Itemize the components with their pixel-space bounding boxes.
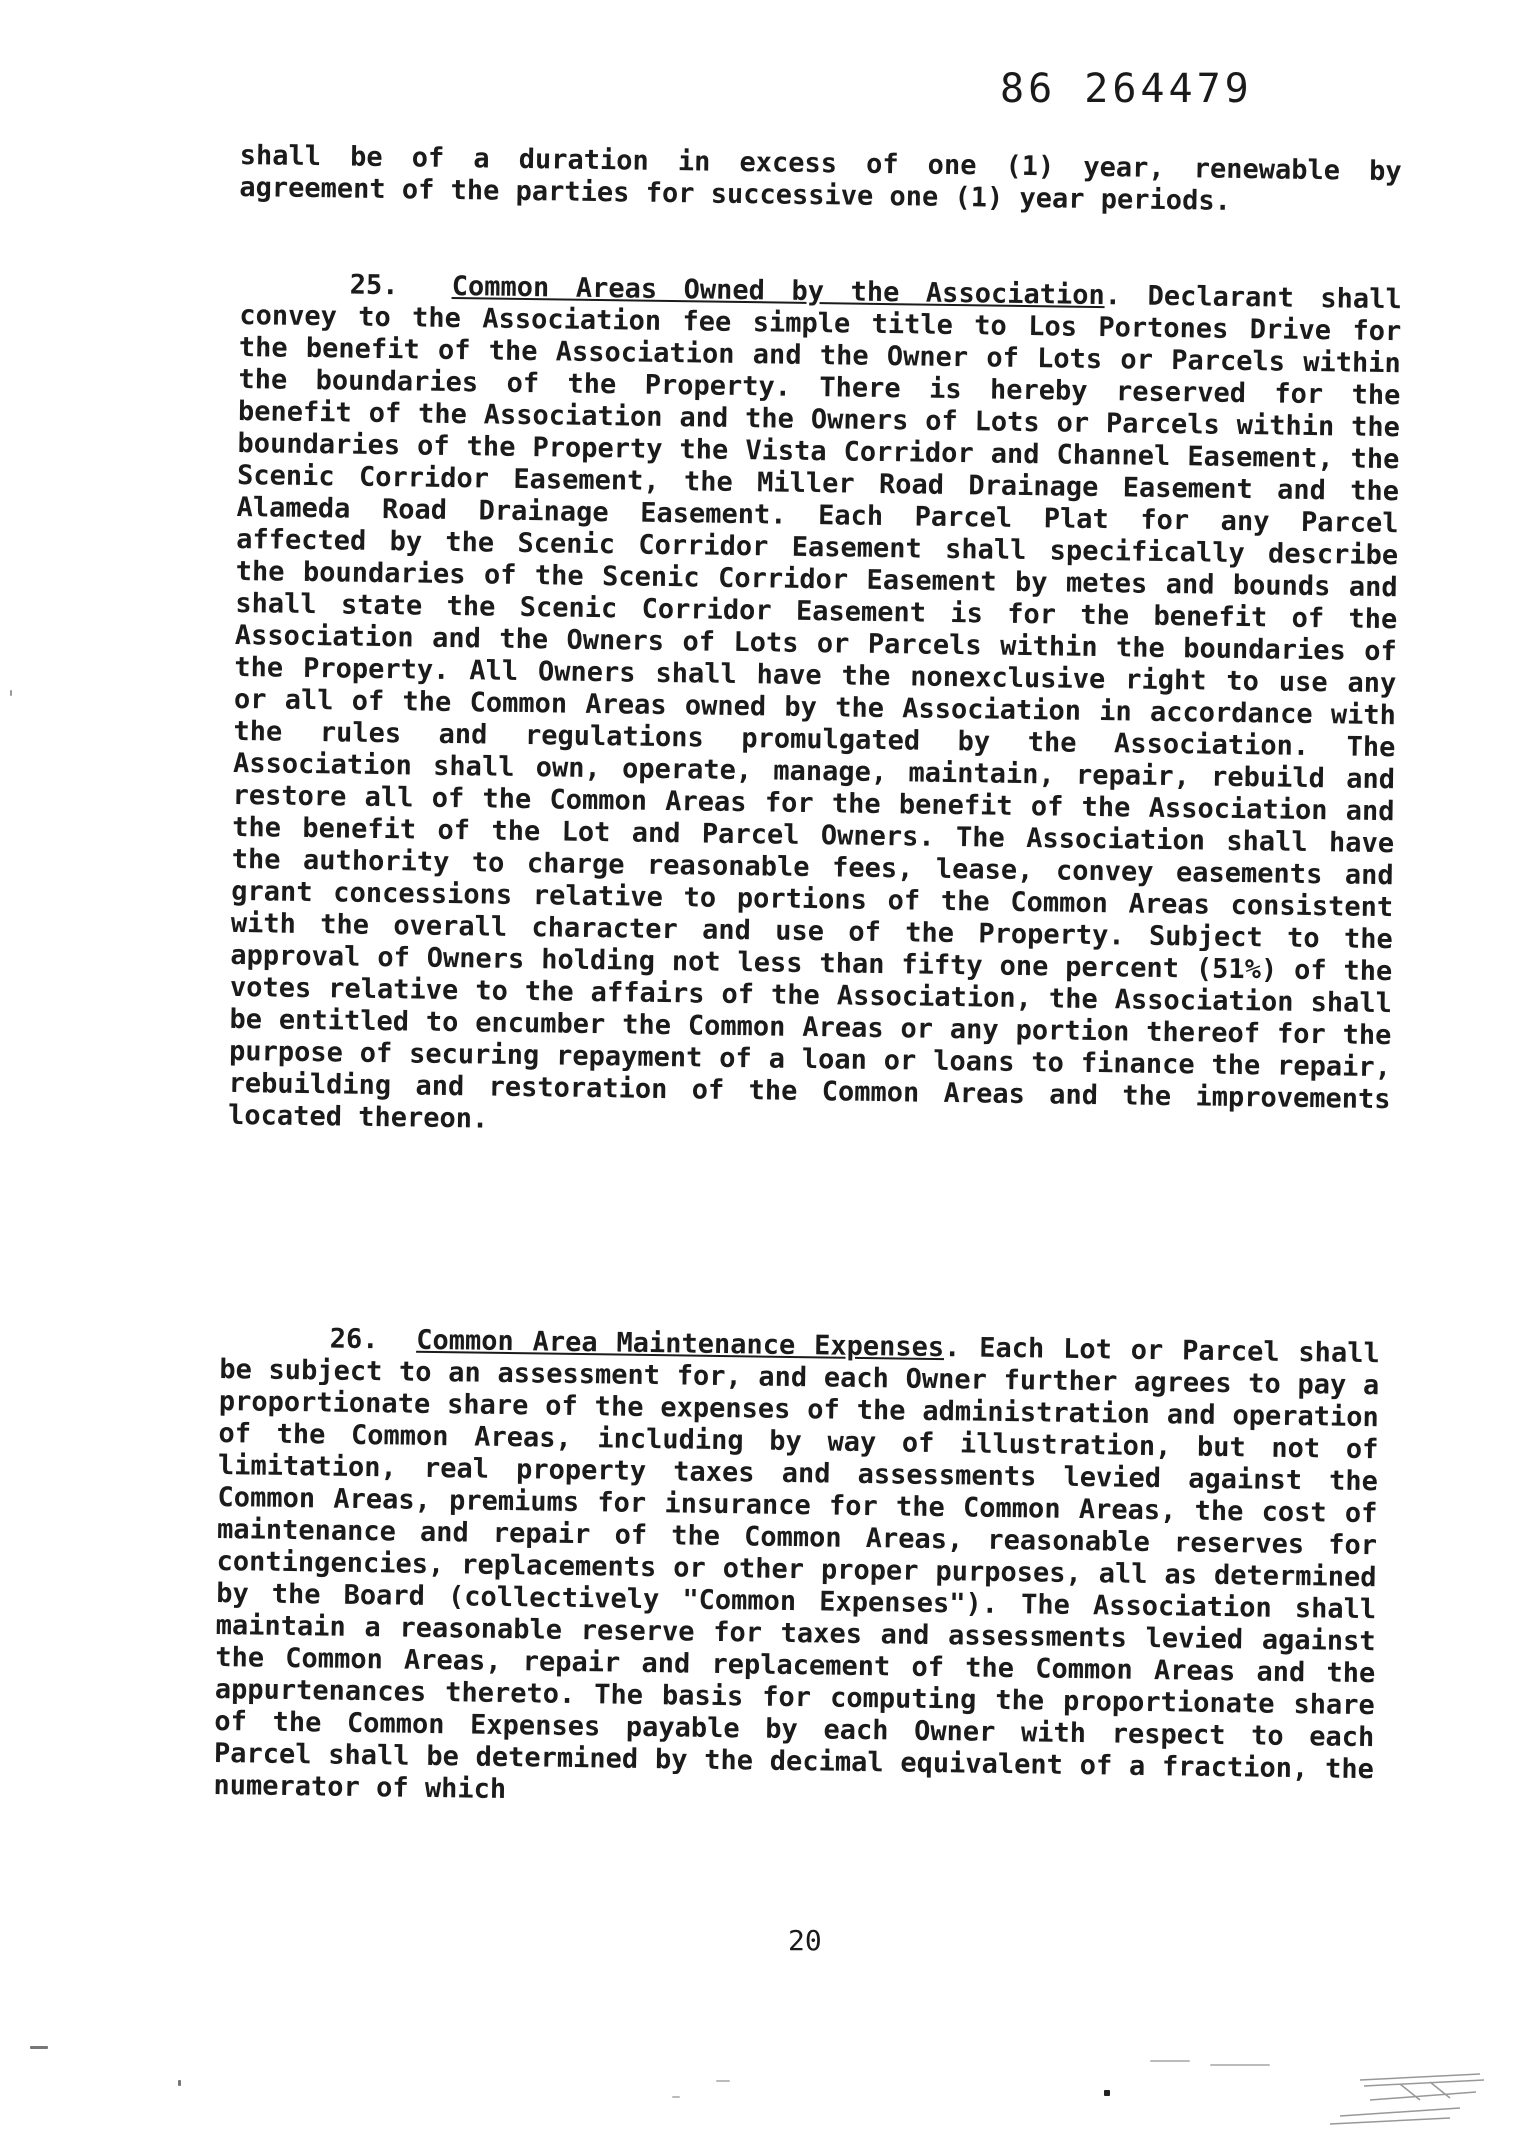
indent-spacer — [220, 1346, 330, 1348]
section-25-heading: Common Areas Owned by the Association — [451, 270, 1105, 312]
scan-speck — [1150, 2060, 1190, 2062]
section-26 — [213, 1322, 1380, 1818]
paragraph-intro — [239, 140, 1402, 220]
scan-speck — [30, 2046, 48, 2049]
section-25 — [228, 268, 1402, 1148]
section-25-number: 25. — [349, 269, 399, 302]
recording-stamp-mark — [1300, 2060, 1490, 2130]
document-number: 86 264479 — [1000, 66, 1253, 112]
scan-speck — [10, 690, 12, 696]
page-number: 20 — [788, 1924, 822, 1957]
indent-spacer — [240, 292, 350, 294]
scan-speck — [672, 2096, 680, 2098]
scan-speck — [1210, 2064, 1270, 2066]
section-26-body: . Each Lot or Parcel shall be subject to an assessment for, and each Owner further agrees to pay a proportionate share of the expenses of the administration and operation of the Common Areas, including by way of illustration, but not of limitation, real property taxes and assessments levied against the Common Areas, premiums for insurance for the Common Areas, the cost of maintenance and repair of the Common Areas, reasonable reserves for contingencies, replacements or other proper purposes, all as determined by the Board (collectively "Common Expenses"). The Association shall maintain a reasonable reserve for taxes and assessments levied against the Common Areas, repair and replacement of the Common Areas and the appurtenances thereto. The basis for computing the proportionate share of the Common Expenses payable by each Owner with respect to each Parcel shall be determined by the decimal equivalent of a fraction, the numerator of which — [213, 1332, 1380, 1806]
section-26-heading: Common Area Maintenance Expenses — [416, 1324, 945, 1364]
scan-speck — [1104, 2090, 1110, 2096]
paragraph-intro-text: shall be of a duration in excess of one (1) year, renewable by agreement of the parties for successive one (1) year periods. — [239, 140, 1402, 217]
scan-speck — [178, 2080, 181, 2086]
section-26-paragraph — [213, 1322, 1380, 1818]
section-26-number: 26. — [329, 1323, 379, 1356]
section-25-paragraph — [228, 268, 1402, 1148]
section-25-body: . Declarant shall convey to the Association fee simple title to Los Portones Drive for the benefit of the Association and the Owner of Lots or Parcels within the boundaries of the Property. There is hereby reserved for the benefit of the Association and the Owners of Lots or Parcels within the boundaries of the Property the Vista Corridor and Channel Easement, the Scenic Corridor Easement, the Miller Road Drainage Easement and the Alameda Road Drainage Easement. Each Parcel Plat for any Parcel affected by the Scenic Corridor Easement shall specifically describe the boundaries of the Scenic Corridor Easement by metes and bounds and shall state the Scenic Corridor Easement is for the benefit of the Association and the Owners of Lots or Parcels within the boundaries of the Property. All Owners shall have the nonexclusive right to use any or all of the Common Areas owned by the Association in accordance with the rules and regulations promulgated by the Association. The Association shall own, operate, manage, maintain, repair, rebuild and restore all of the Common Areas for the benefit of the Association and the benefit of the Lot and Parcel Owners. The Association shall have the authority to charge reasonable fees, lease, convey easements and grant concessions relative to portions of the Common Areas consistent with the overall character and use of the Property. Subject to the approval of Owners holding not less than fifty one percent (51%) of the votes relative to the affairs of the Association, the Association shall be entitled to encumber the Common Areas or any portion thereof for the purpose of securing repayment of a loan or loans to finance the repair, rebuilding and restoration of the Common Areas and the improvements located thereon. — [227, 280, 1402, 1135]
scan-speck — [716, 2080, 730, 2082]
